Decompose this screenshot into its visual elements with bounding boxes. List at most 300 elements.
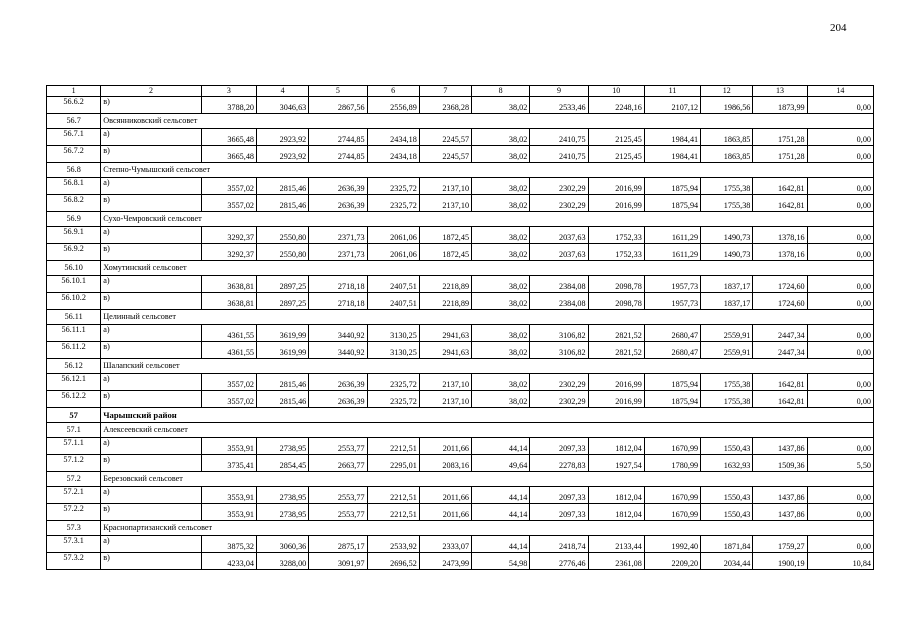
table-row — [47, 276, 874, 293]
value-cell: 38,02 — [472, 244, 530, 261]
value-cell: 38,02 — [472, 391, 530, 408]
value-cell: 2037,63 — [530, 227, 588, 244]
value-cell: 0,00 — [807, 293, 873, 310]
value-cell: 0,00 — [807, 244, 873, 261]
table-row — [47, 342, 874, 359]
table-row — [47, 244, 874, 261]
value-cell: 2061,06 — [367, 244, 419, 261]
row-code: 56.8.1 — [47, 178, 101, 195]
value-cell: 2473,99 — [419, 553, 471, 570]
value-cell: 2011,66 — [419, 438, 471, 455]
value-cell: 1837,17 — [701, 276, 753, 293]
value-cell: 2133,44 — [588, 536, 644, 553]
value-cell: 38,02 — [472, 227, 530, 244]
value-cell: 2011,66 — [419, 504, 471, 521]
value-cell: 2083,16 — [419, 455, 471, 472]
row-code: 56.12.2 — [47, 391, 101, 408]
value-cell: 1957,73 — [644, 276, 700, 293]
value-cell: 2137,10 — [419, 374, 471, 391]
value-cell: 3046,63 — [257, 97, 309, 114]
section-name: Целинный сельсовет — [101, 310, 874, 325]
value-cell: 1632,93 — [701, 455, 753, 472]
value-cell: 2434,18 — [367, 129, 419, 146]
row-code: 56.9.2 — [47, 244, 101, 261]
value-cell: 38,02 — [472, 178, 530, 195]
value-cell: 2371,73 — [309, 244, 367, 261]
row-code: 57.3.2 — [47, 553, 101, 570]
value-cell: 2137,10 — [419, 391, 471, 408]
value-cell: 2218,89 — [419, 276, 471, 293]
value-cell: 0,00 — [807, 276, 873, 293]
value-cell: 1670,99 — [644, 438, 700, 455]
value-cell: 2361,08 — [588, 553, 644, 570]
table-row — [47, 227, 874, 244]
value-cell: 1550,43 — [701, 504, 753, 521]
value-cell: 2333,07 — [419, 536, 471, 553]
header-cell: 7 — [419, 86, 471, 97]
section-name: Хомутинский сельсовет — [101, 261, 874, 276]
value-cell: 2295,01 — [367, 455, 419, 472]
value-cell: 5,50 — [807, 455, 873, 472]
value-cell: 49,64 — [472, 455, 530, 472]
value-cell: 44,14 — [472, 536, 530, 553]
value-cell: 1984,41 — [644, 129, 700, 146]
header-cell: 1 — [47, 86, 101, 97]
section-row — [47, 114, 874, 129]
value-cell: 2533,46 — [530, 97, 588, 114]
row-code: 57.3.1 — [47, 536, 101, 553]
value-cell: 1550,43 — [701, 438, 753, 455]
value-cell: 1872,45 — [419, 227, 471, 244]
value-cell: 0,00 — [807, 342, 873, 359]
value-cell: 2559,91 — [701, 342, 753, 359]
value-cell: 2821,52 — [588, 325, 644, 342]
value-cell: 4361,55 — [201, 342, 256, 359]
value-cell: 2410,75 — [530, 146, 588, 163]
row-label: в) — [101, 342, 201, 359]
district-name: Чарышский район — [101, 408, 874, 423]
value-cell: 2559,91 — [701, 325, 753, 342]
value-cell: 2738,95 — [257, 438, 309, 455]
value-cell: 2325,72 — [367, 195, 419, 212]
value-cell: 0,00 — [807, 178, 873, 195]
value-cell: 38,02 — [472, 325, 530, 342]
value-cell: 3557,02 — [201, 374, 256, 391]
value-cell: 2209,20 — [644, 553, 700, 570]
value-cell: 1812,04 — [588, 504, 644, 521]
value-cell: 38,02 — [472, 146, 530, 163]
value-cell: 1611,29 — [644, 227, 700, 244]
value-cell: 2407,51 — [367, 276, 419, 293]
value-cell: 1378,16 — [753, 227, 807, 244]
header-cell: 10 — [588, 86, 644, 97]
value-cell: 2016,99 — [588, 178, 644, 195]
value-cell: 3788,20 — [201, 97, 256, 114]
header-cell: 8 — [472, 86, 530, 97]
value-cell: 1752,33 — [588, 244, 644, 261]
value-cell: 3130,25 — [367, 325, 419, 342]
value-cell: 1986,56 — [701, 97, 753, 114]
value-cell: 1755,38 — [701, 178, 753, 195]
value-cell: 2212,51 — [367, 438, 419, 455]
table-row — [47, 438, 874, 455]
value-cell: 38,02 — [472, 374, 530, 391]
row-code: 57.2 — [47, 472, 101, 487]
value-cell: 1780,99 — [644, 455, 700, 472]
table-row — [47, 504, 874, 521]
value-cell: 1755,38 — [701, 195, 753, 212]
value-cell: 2384,08 — [530, 276, 588, 293]
table-body — [47, 86, 874, 570]
header-cell: 14 — [807, 86, 873, 97]
value-cell: 1490,73 — [701, 227, 753, 244]
section-row — [47, 472, 874, 487]
row-code: 56.8 — [47, 163, 101, 178]
value-cell: 2137,10 — [419, 178, 471, 195]
value-cell: 1611,29 — [644, 244, 700, 261]
value-cell: 38,02 — [472, 293, 530, 310]
value-cell: 3553,91 — [201, 504, 256, 521]
value-cell: 1873,99 — [753, 97, 807, 114]
value-cell: 44,14 — [472, 487, 530, 504]
value-cell: 2636,39 — [309, 391, 367, 408]
value-cell: 2097,33 — [530, 504, 588, 521]
row-code: 57.2.1 — [47, 487, 101, 504]
value-cell: 1812,04 — [588, 487, 644, 504]
header-cell: 9 — [530, 86, 588, 97]
table-row — [47, 536, 874, 553]
value-cell: 1724,60 — [753, 276, 807, 293]
table-row — [47, 293, 874, 310]
value-cell: 1642,81 — [753, 195, 807, 212]
value-cell: 2248,16 — [588, 97, 644, 114]
value-cell: 1863,85 — [701, 146, 753, 163]
table-row — [47, 129, 874, 146]
header-cell: 3 — [201, 86, 256, 97]
value-cell: 2821,52 — [588, 342, 644, 359]
row-code: 56.6.2 — [47, 97, 101, 114]
value-cell: 1751,28 — [753, 146, 807, 163]
row-label: а) — [101, 178, 201, 195]
header-cell: 2 — [101, 86, 201, 97]
value-cell: 2923,92 — [257, 146, 309, 163]
value-cell: 1642,81 — [753, 391, 807, 408]
value-cell: 2533,92 — [367, 536, 419, 553]
row-label: а) — [101, 276, 201, 293]
value-cell: 1872,45 — [419, 244, 471, 261]
section-row — [47, 310, 874, 325]
value-cell: 2556,89 — [367, 97, 419, 114]
value-cell: 2325,72 — [367, 374, 419, 391]
header-cell: 11 — [644, 86, 700, 97]
value-cell: 3091,97 — [309, 553, 367, 570]
value-cell: 2061,06 — [367, 227, 419, 244]
value-cell: 2384,08 — [530, 293, 588, 310]
value-cell: 2098,78 — [588, 276, 644, 293]
value-cell: 2636,39 — [309, 195, 367, 212]
value-cell: 38,02 — [472, 195, 530, 212]
table-row — [47, 97, 874, 114]
value-cell: 3440,92 — [309, 325, 367, 342]
value-cell: 3665,48 — [201, 146, 256, 163]
value-cell: 38,02 — [472, 276, 530, 293]
value-cell: 0,00 — [807, 487, 873, 504]
header-cell: 5 — [309, 86, 367, 97]
value-cell: 2302,29 — [530, 391, 588, 408]
row-label: а) — [101, 325, 201, 342]
value-cell: 3106,82 — [530, 325, 588, 342]
row-label: а) — [101, 536, 201, 553]
value-cell: 3557,02 — [201, 195, 256, 212]
value-cell: 1490,73 — [701, 244, 753, 261]
value-cell: 2923,92 — [257, 129, 309, 146]
section-name: Сухо-Чемровский сельсовет — [101, 212, 874, 227]
value-cell: 2371,73 — [309, 227, 367, 244]
value-cell: 2097,33 — [530, 487, 588, 504]
value-cell: 1642,81 — [753, 178, 807, 195]
value-cell: 4233,04 — [201, 553, 256, 570]
value-cell: 2325,72 — [367, 391, 419, 408]
value-cell: 1642,81 — [753, 374, 807, 391]
value-cell: 2941,63 — [419, 325, 471, 342]
value-cell: 2718,18 — [309, 293, 367, 310]
value-cell: 1875,94 — [644, 391, 700, 408]
value-cell: 2098,78 — [588, 293, 644, 310]
value-cell: 2302,29 — [530, 178, 588, 195]
value-cell: 1437,86 — [753, 438, 807, 455]
value-cell: 1875,94 — [644, 195, 700, 212]
value-cell: 2278,83 — [530, 455, 588, 472]
row-label: а) — [101, 227, 201, 244]
value-cell: 2011,66 — [419, 487, 471, 504]
value-cell: 38,02 — [472, 97, 530, 114]
value-cell: 44,14 — [472, 504, 530, 521]
value-cell: 1875,94 — [644, 374, 700, 391]
value-cell: 2636,39 — [309, 178, 367, 195]
value-cell: 2718,18 — [309, 276, 367, 293]
row-code: 56.12.1 — [47, 374, 101, 391]
value-cell: 2815,46 — [257, 374, 309, 391]
value-cell: 54,98 — [472, 553, 530, 570]
value-cell: 2016,99 — [588, 391, 644, 408]
row-code: 56.10.2 — [47, 293, 101, 310]
value-cell: 2815,46 — [257, 391, 309, 408]
value-cell: 2245,57 — [419, 129, 471, 146]
value-cell: 2696,52 — [367, 553, 419, 570]
row-label: в) — [101, 391, 201, 408]
value-cell: 2016,99 — [588, 195, 644, 212]
value-cell: 1871,84 — [701, 536, 753, 553]
row-label: а) — [101, 487, 201, 504]
value-cell: 2016,99 — [588, 374, 644, 391]
value-cell: 1992,40 — [644, 536, 700, 553]
value-cell: 2680,47 — [644, 342, 700, 359]
value-cell: 2137,10 — [419, 195, 471, 212]
row-code: 57.1.2 — [47, 455, 101, 472]
row-code: 56.10.1 — [47, 276, 101, 293]
value-cell: 38,02 — [472, 342, 530, 359]
value-cell: 2550,80 — [257, 227, 309, 244]
header-cell: 12 — [701, 86, 753, 97]
value-cell: 1751,28 — [753, 129, 807, 146]
row-code: 57.1.1 — [47, 438, 101, 455]
row-label: в) — [101, 195, 201, 212]
value-cell: 2034,44 — [701, 553, 753, 570]
value-cell: 3638,81 — [201, 276, 256, 293]
value-cell: 1755,38 — [701, 391, 753, 408]
value-cell: 4361,55 — [201, 325, 256, 342]
value-cell: 2212,51 — [367, 504, 419, 521]
value-cell: 1378,16 — [753, 244, 807, 261]
value-cell: 3557,02 — [201, 178, 256, 195]
value-cell: 2550,80 — [257, 244, 309, 261]
row-code: 56.11.2 — [47, 342, 101, 359]
row-label: а) — [101, 374, 201, 391]
value-cell: 2125,45 — [588, 129, 644, 146]
value-cell: 2302,29 — [530, 195, 588, 212]
row-code: 57.1 — [47, 423, 101, 438]
value-cell: 3638,81 — [201, 293, 256, 310]
value-cell: 3557,02 — [201, 391, 256, 408]
row-label: в) — [101, 553, 201, 570]
value-cell: 0,00 — [807, 438, 873, 455]
value-cell: 0,00 — [807, 129, 873, 146]
row-code: 56.7.1 — [47, 129, 101, 146]
section-row — [47, 423, 874, 438]
value-cell: 2368,28 — [419, 97, 471, 114]
value-cell: 3292,37 — [201, 244, 256, 261]
row-label: в) — [101, 146, 201, 163]
value-cell: 1863,85 — [701, 129, 753, 146]
row-code: 56.11 — [47, 310, 101, 325]
value-cell: 10,84 — [807, 553, 873, 570]
row-label: а) — [101, 438, 201, 455]
value-cell: 2447,34 — [753, 325, 807, 342]
section-row — [47, 163, 874, 178]
value-cell: 3292,37 — [201, 227, 256, 244]
value-cell: 2897,25 — [257, 276, 309, 293]
value-cell: 3130,25 — [367, 342, 419, 359]
row-code: 56.11.1 — [47, 325, 101, 342]
row-code: 56.9 — [47, 212, 101, 227]
value-cell: 2107,12 — [644, 97, 700, 114]
value-cell: 2037,63 — [530, 244, 588, 261]
value-cell: 1927,54 — [588, 455, 644, 472]
value-cell: 1670,99 — [644, 487, 700, 504]
value-cell: 2663,77 — [309, 455, 367, 472]
row-label: в) — [101, 97, 201, 114]
value-cell: 2553,77 — [309, 504, 367, 521]
value-cell: 1900,19 — [753, 553, 807, 570]
value-cell: 1437,86 — [753, 487, 807, 504]
header-cell: 13 — [753, 86, 807, 97]
page-number: 204 — [830, 22, 847, 34]
value-cell: 2815,46 — [257, 195, 309, 212]
table-row — [47, 195, 874, 212]
section-name: Краснопартизанский сельсовет — [101, 521, 874, 536]
row-label: в) — [101, 504, 201, 521]
value-cell: 1437,86 — [753, 504, 807, 521]
section-name: Степно-Чумышский сельсовет — [101, 163, 874, 178]
value-cell: 1837,17 — [701, 293, 753, 310]
value-cell: 1670,99 — [644, 504, 700, 521]
value-cell: 2447,34 — [753, 342, 807, 359]
section-row — [47, 359, 874, 374]
value-cell: 2097,33 — [530, 438, 588, 455]
table-row — [47, 391, 874, 408]
section-row — [47, 261, 874, 276]
value-cell: 2418,74 — [530, 536, 588, 553]
value-cell: 2218,89 — [419, 293, 471, 310]
table-row — [47, 178, 874, 195]
value-cell: 0,00 — [807, 146, 873, 163]
section-name: Березовский сельсовет — [101, 472, 874, 487]
row-code: 56.10 — [47, 261, 101, 276]
section-name: Алексеевский сельсовет — [101, 423, 874, 438]
row-code: 57.3 — [47, 521, 101, 536]
header-cell: 6 — [367, 86, 419, 97]
table-row — [47, 455, 874, 472]
row-label: а) — [101, 129, 201, 146]
section-row — [47, 212, 874, 227]
value-cell: 38,02 — [472, 129, 530, 146]
value-cell: 2407,51 — [367, 293, 419, 310]
value-cell: 2738,95 — [257, 487, 309, 504]
value-cell: 1875,94 — [644, 178, 700, 195]
value-cell: 1957,73 — [644, 293, 700, 310]
value-cell: 3619,99 — [257, 342, 309, 359]
row-code: 56.7.2 — [47, 146, 101, 163]
row-label: в) — [101, 244, 201, 261]
row-code: 56.12 — [47, 359, 101, 374]
value-cell: 2302,29 — [530, 374, 588, 391]
value-cell: 1550,43 — [701, 487, 753, 504]
district-row — [47, 408, 874, 423]
value-cell: 2636,39 — [309, 374, 367, 391]
value-cell: 0,00 — [807, 227, 873, 244]
value-cell: 2744,85 — [309, 129, 367, 146]
value-cell: 1812,04 — [588, 438, 644, 455]
value-cell: 2212,51 — [367, 487, 419, 504]
value-cell: 1724,60 — [753, 293, 807, 310]
tariff-table — [46, 85, 874, 570]
value-cell: 2941,63 — [419, 342, 471, 359]
row-code: 57.2.2 — [47, 504, 101, 521]
value-cell: 2553,77 — [309, 487, 367, 504]
value-cell: 2434,18 — [367, 146, 419, 163]
header-row — [47, 86, 874, 97]
row-code: 56.7 — [47, 114, 101, 129]
value-cell: 3665,48 — [201, 129, 256, 146]
header-cell: 4 — [257, 86, 309, 97]
value-cell: 3288,00 — [257, 553, 309, 570]
value-cell: 3875,32 — [201, 536, 256, 553]
value-cell: 0,00 — [807, 325, 873, 342]
row-code: 56.8.2 — [47, 195, 101, 212]
table-row — [47, 146, 874, 163]
value-cell: 3619,99 — [257, 325, 309, 342]
row-code: 57 — [47, 408, 101, 423]
value-cell: 3106,82 — [530, 342, 588, 359]
value-cell: 1984,41 — [644, 146, 700, 163]
section-row — [47, 521, 874, 536]
value-cell: 3060,36 — [257, 536, 309, 553]
value-cell: 0,00 — [807, 195, 873, 212]
value-cell: 0,00 — [807, 536, 873, 553]
value-cell: 2553,77 — [309, 438, 367, 455]
value-cell: 1509,36 — [753, 455, 807, 472]
table-row — [47, 374, 874, 391]
